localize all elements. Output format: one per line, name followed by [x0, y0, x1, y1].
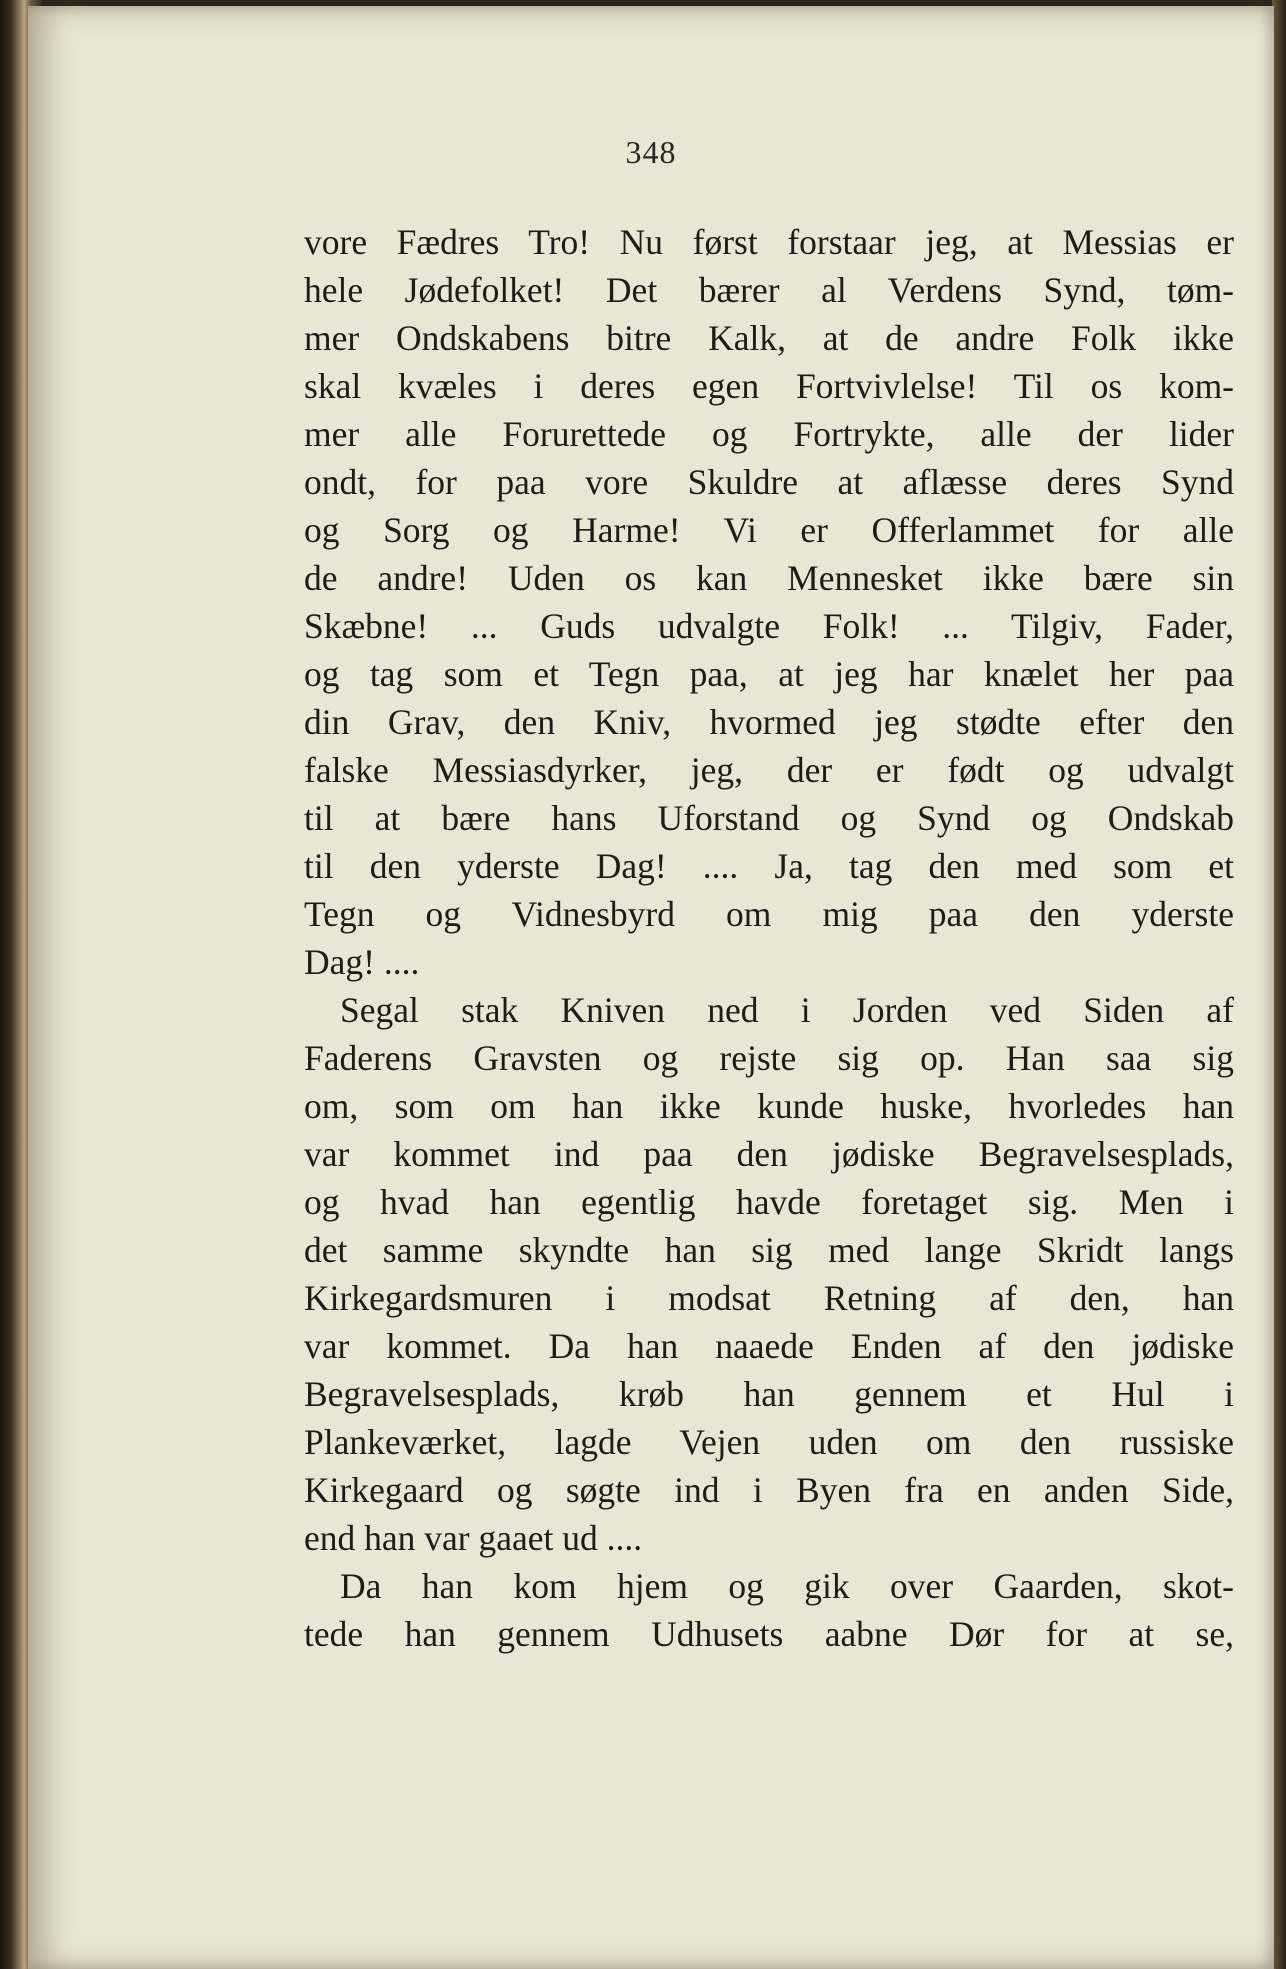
- text-line: mer Ondskabens bitre Kalk, at de andre Folk ikke: [304, 318, 1234, 358]
- text-line: Kirkegardsmuren i modsat Retning af den, han: [304, 1278, 1234, 1318]
- book-page: [28, 6, 1274, 1969]
- text-line: de andre! Uden os kan Mennesket ikke bære sin: [304, 558, 1234, 598]
- text-line: vore Fædres Tro! Nu først forstaar jeg, at Messias er: [304, 222, 1234, 262]
- text-line: hele Jødefolket! Det bærer al Verdens Synd, tøm-: [304, 270, 1234, 310]
- text-line: Tegn og Vidnesbyrd om mig paa den yderste: [304, 894, 1234, 934]
- text-line: var kommet ind paa den jødiske Begravelsesplads,: [304, 1134, 1234, 1174]
- text-line-indented: Segal stak Kniven ned i Jorden ved Siden af: [340, 990, 1234, 1030]
- page-edge: [1272, 0, 1286, 1969]
- text-line: tede han gennem Udhusets aabne Dør for at se,: [304, 1614, 1234, 1654]
- text-line: skal kvæles i deres egen Fortvivlelse! Til os kom-: [304, 366, 1234, 406]
- text-line: mer alle Forurettede og Fortrykte, alle der lider: [304, 414, 1234, 454]
- text-line: og tag som et Tegn paa, at jeg har knælet her paa: [304, 654, 1234, 694]
- text-line: om, som om han ikke kunde huske, hvorledes han: [304, 1086, 1234, 1126]
- text-line: Skæbne! ... Guds udvalgte Folk! ... Tilgiv, Fader,: [304, 606, 1234, 646]
- text-line: og hvad han egentlig havde foretaget sig. Men i: [304, 1182, 1234, 1222]
- text-line: var kommet. Da han naaede Enden af den jødiske: [304, 1326, 1234, 1366]
- text-line: det samme skyndte han sig med lange Skridt langs: [304, 1230, 1234, 1270]
- text-line: ondt, for paa vore Skuldre at aflæsse deres Synd: [304, 462, 1234, 502]
- text-line: Begravelsesplads, krøb han gennem et Hul i: [304, 1374, 1234, 1414]
- text-line-paragraph-end: end han var gaaet ud ....: [304, 1518, 643, 1558]
- text-line: til at bære hans Uforstand og Synd og Ondskab: [304, 798, 1234, 838]
- body-text: [304, 218, 1234, 1658]
- text-line-paragraph-end: Dag! ....: [304, 942, 420, 982]
- text-line: Faderens Gravsten og rejste sig op. Han saa sig: [304, 1038, 1234, 1078]
- text-line: Kirkegaard og søgte ind i Byen fra en anden Side,: [304, 1470, 1234, 1510]
- text-line-indented: Da han kom hjem og gik over Gaarden, skot-: [340, 1566, 1234, 1606]
- page-number: 348: [625, 134, 677, 170]
- text-line: falske Messiasdyrker, jeg, der er født og udvalgt: [304, 750, 1234, 790]
- text-line: til den yderste Dag! .... Ja, tag den med som et: [304, 846, 1234, 886]
- text-line: din Grav, den Kniv, hvormed jeg stødte efter den: [304, 702, 1234, 742]
- text-line: og Sorg og Harme! Vi er Offerlammet for alle: [304, 510, 1234, 550]
- text-line: Plankeværket, lagde Vejen uden om den russiske: [304, 1422, 1234, 1462]
